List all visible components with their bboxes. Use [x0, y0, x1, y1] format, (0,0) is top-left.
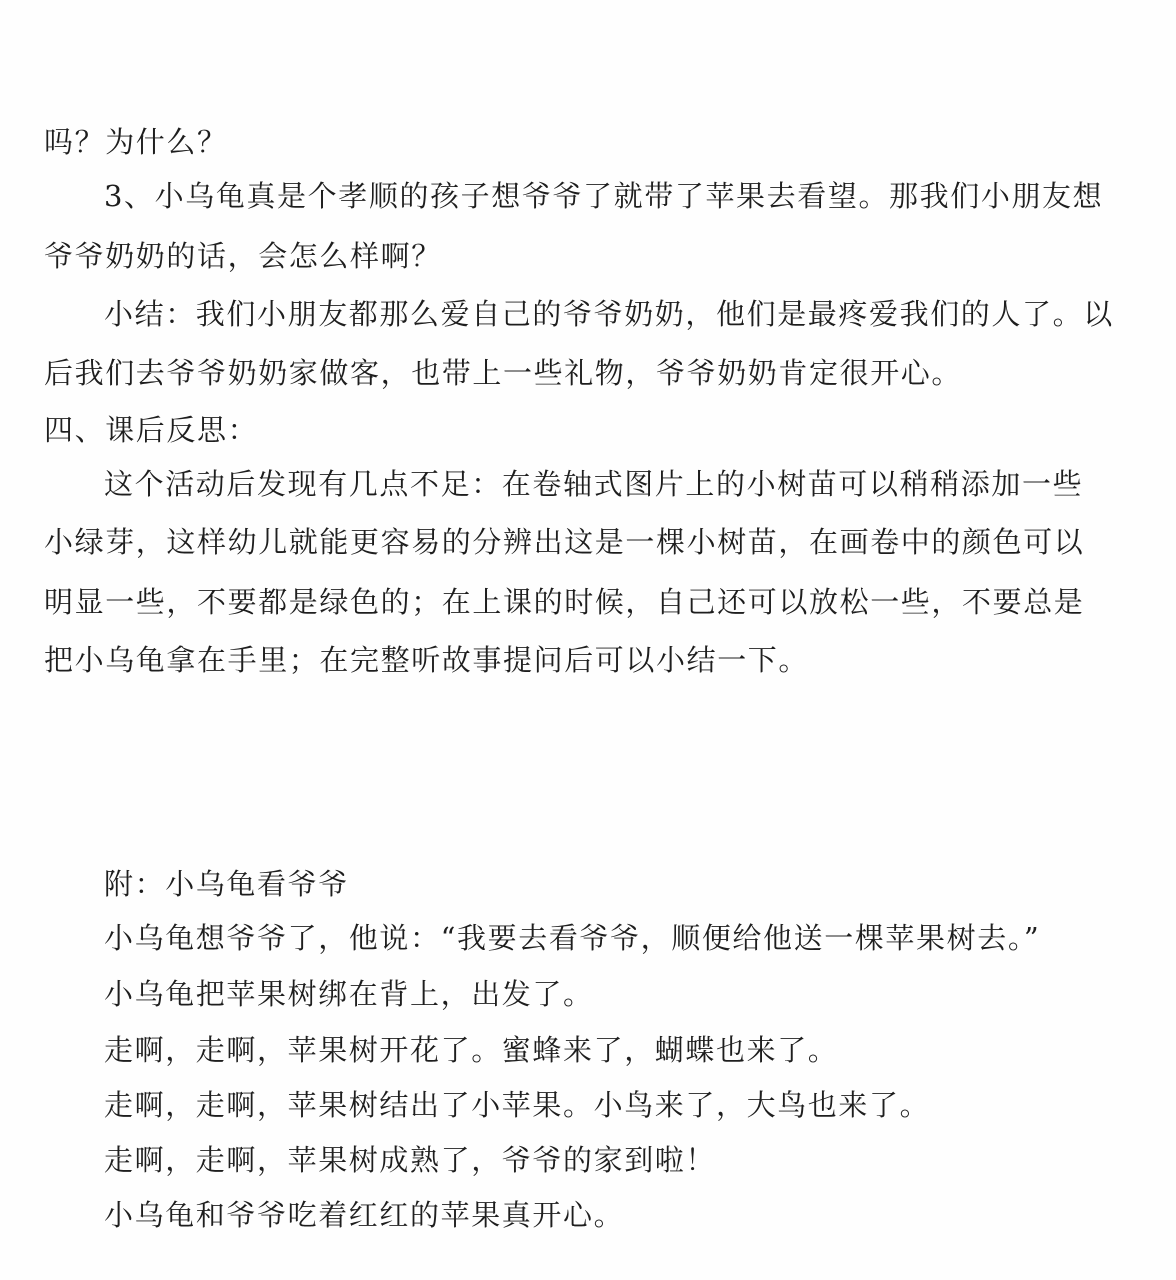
reflection-line-2: 小绿芽，这样幼儿就能更容易的分辨出这是一棵小树苗，在画卷中的颜色可以 [44, 525, 1085, 559]
story-line: 小乌龟把苹果树绑在背上，出发了。 [104, 977, 594, 1011]
section-heading-reflection: 四、课后反思： [44, 413, 259, 447]
appendix-title: 附：小乌龟看爷爷 [104, 867, 349, 901]
story-line: 小乌龟和爷爷吃着红红的苹果真开心。 [104, 1198, 625, 1232]
reflection-line-4: 把小乌龟拿在手里；在完整听故事提问后可以小结一下。 [44, 643, 810, 677]
story-line: 走啊，走啊，苹果树结出了小苹果。小鸟来了，大鸟也来了。 [104, 1088, 931, 1122]
story-line: 走啊，走啊，苹果树开花了。蜜蜂来了，蝴蝶也来了。 [104, 1033, 839, 1067]
question-3-line-1: 3、小乌龟真是个孝顺的孩子想爷爷了就带了苹果去看望。那我们小朋友想 [104, 179, 1104, 213]
summary-line-2: 后我们去爷爷奶奶家做客，也带上一些礼物，爷爷奶奶肯定很开心。 [44, 356, 963, 390]
reflection-line-3: 明显一些，不要都是绿色的；在上课的时候，自己还可以放松一些，不要总是 [44, 585, 1085, 619]
story-line: 走啊，走啊，苹果树成熟了，爷爷的家到啦！ [104, 1143, 717, 1177]
summary-line-1: 小结：我们小朋友都那么爱自己的爷爷奶奶，他们是最疼爱我们的人了。以 [104, 297, 1114, 331]
story-line: 小乌龟想爷爷了，他说：“我要去看爷爷，顺便给他送一棵苹果树去。” [104, 921, 1041, 955]
question-3-line-2: 爷爷奶奶的话，会怎么样啊？ [44, 239, 442, 273]
reflection-line-1: 这个活动后发现有几点不足：在卷轴式图片上的小树苗可以稍稍添加一些 [104, 467, 1084, 501]
question-continuation: 吗？为什么？ [44, 125, 228, 159]
